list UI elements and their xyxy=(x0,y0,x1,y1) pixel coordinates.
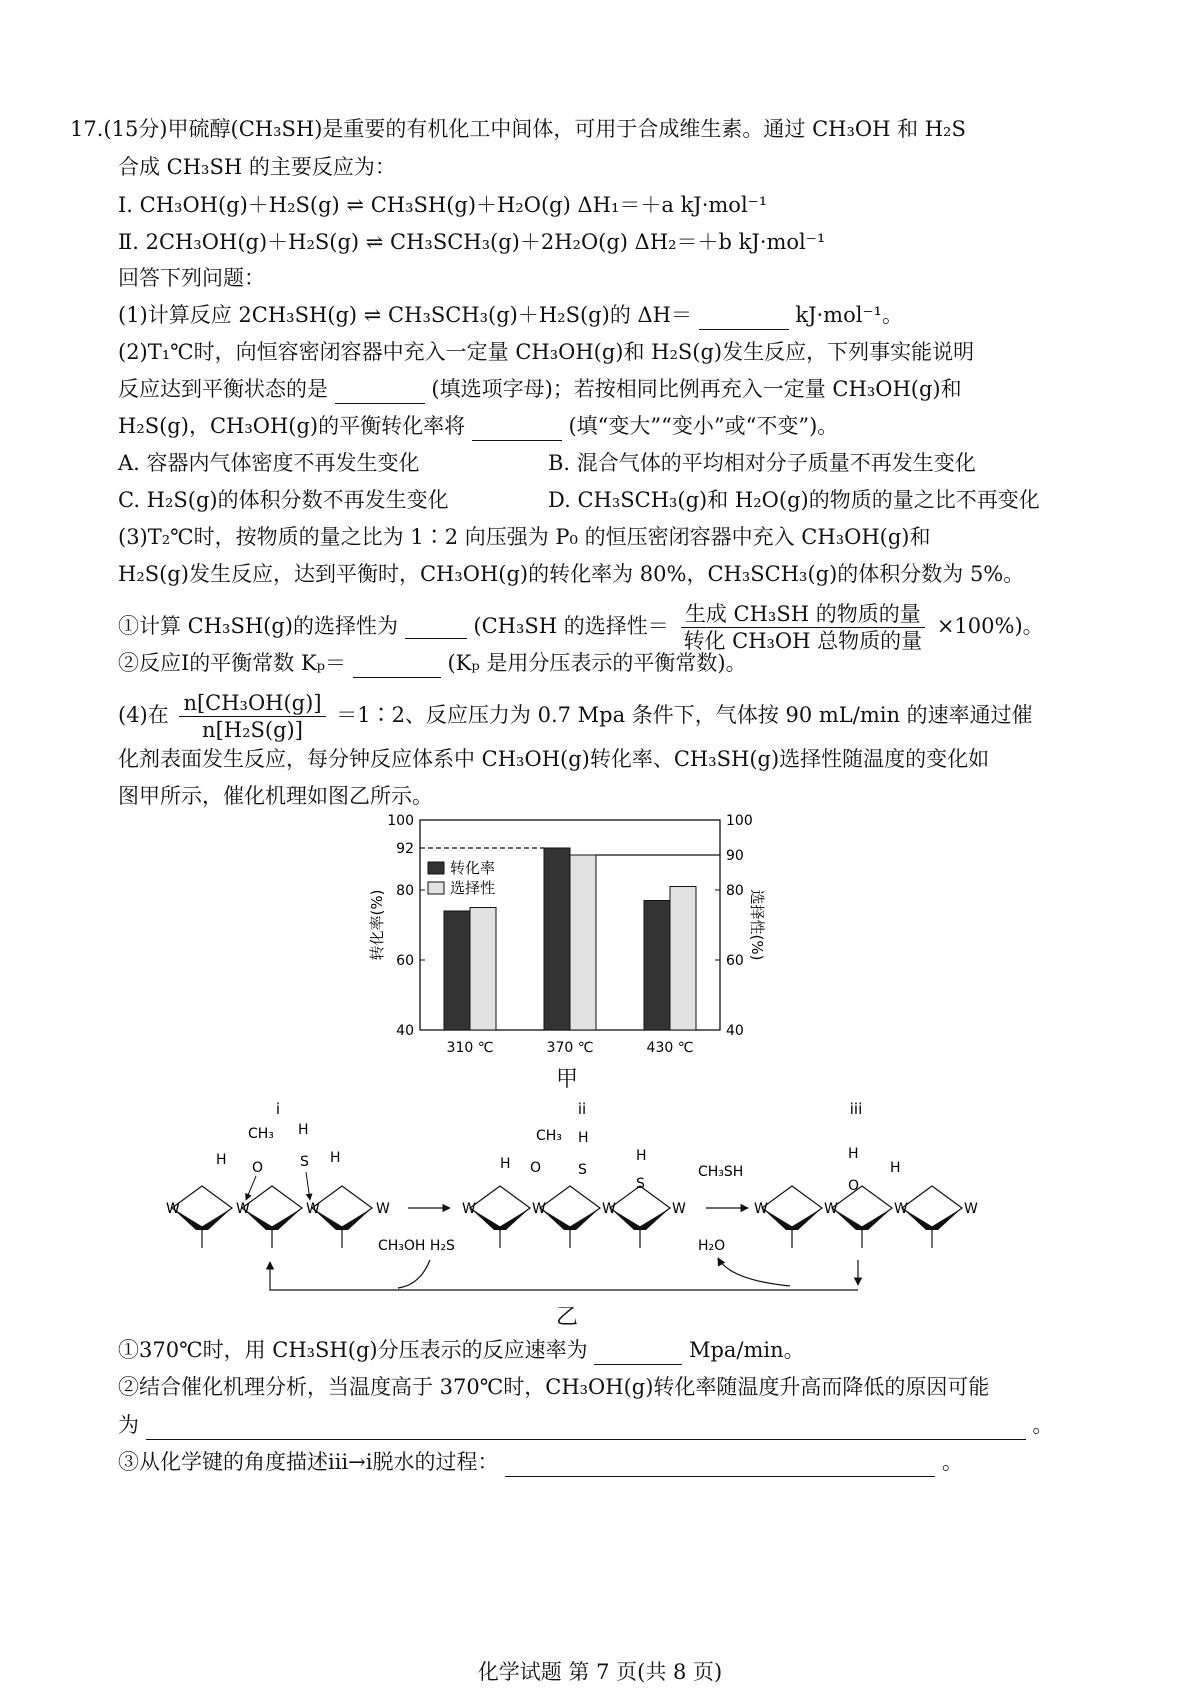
w-atom: W xyxy=(532,1201,546,1217)
q1-unit: kJ·mol⁻¹。 xyxy=(795,303,903,327)
q2-answer-blank-2[interactable] xyxy=(472,418,562,441)
q2-text-c: H₂S(g)，CH₃OH(g)的平衡转化率将 xyxy=(118,414,466,438)
o-atom: O xyxy=(848,1178,860,1194)
reactant-curve xyxy=(398,1260,430,1288)
h-atom: H xyxy=(500,1156,511,1172)
q4-sub-3 xyxy=(118,1447,963,1477)
q2-text-b: (填选项字母)；若按相同比例再充入一定量 CH₃OH(g)和 xyxy=(431,377,962,401)
q2-text-d: (填“变大”“变小”或“不变”)。 xyxy=(568,414,839,438)
x-tick-label: 310 ℃ xyxy=(446,1040,494,1056)
bar-conversion xyxy=(644,901,670,1031)
h-atom: H xyxy=(330,1150,341,1166)
q4-line-3: 图甲所示，催化机理如图乙所示。 xyxy=(118,784,433,808)
page-footer: 化学试题 第 7 页(共 8 页) xyxy=(477,1660,723,1684)
stage-iii-structure xyxy=(754,1146,978,1248)
legend-swatch-conversion xyxy=(428,862,444,874)
w-atom: W xyxy=(376,1201,390,1217)
q3-sub-1 xyxy=(118,596,1044,656)
y-tick-label: 80 xyxy=(396,883,414,899)
ch3-group: CH₃ xyxy=(248,1126,274,1142)
q3-1-def: (CH₃SH 的选择性＝ xyxy=(473,614,669,638)
w-atom: W xyxy=(166,1201,180,1217)
h-atom: H xyxy=(890,1160,901,1176)
y2-axis-ticks xyxy=(715,813,753,1039)
q4-line-1 xyxy=(118,685,1033,745)
w-atom: W xyxy=(672,1201,686,1217)
w-atom: W xyxy=(462,1201,476,1217)
stage-ii-structure xyxy=(462,1128,686,1248)
q3-1-text: ①计算 CH₃SH(g)的选择性为 xyxy=(118,614,399,638)
h-atom: H xyxy=(636,1148,647,1164)
q3-2-answer-blank[interactable] xyxy=(353,655,441,678)
y-tick-label: 100 xyxy=(387,813,414,829)
ratio-denominator: n[H₂S(g)] xyxy=(202,718,303,742)
mechanism-caption: 乙 xyxy=(556,1305,579,1330)
bar-selectivity xyxy=(470,908,496,1031)
bond-arrow xyxy=(306,1172,310,1200)
y2-axis-label: 选择性(%) xyxy=(748,889,766,961)
x-tick-label: 430 ℃ xyxy=(646,1040,694,1056)
stage-label-i: i xyxy=(275,1100,281,1118)
w-atom: W xyxy=(964,1201,978,1217)
q4-sub-2-line-1: ②结合催化机理分析，当温度高于 370℃时，CH₃OH(g)转化率随温度升高而降低的原因可能 xyxy=(118,1375,990,1399)
bar-conversion xyxy=(544,848,570,1030)
s-atom: S xyxy=(300,1154,309,1170)
option-a: A. 容器内气体密度不再发生变化 xyxy=(118,451,420,475)
q4-1-text: ①370℃时，用 CH₃SH(g)分压表示的反应速率为 xyxy=(118,1338,588,1362)
q3-sub-2 xyxy=(118,648,747,678)
q4-1-unit: Mpa/min。 xyxy=(688,1338,805,1362)
q1-answer-blank[interactable] xyxy=(699,307,789,330)
w-atom: W xyxy=(894,1201,908,1217)
w-atom: W xyxy=(754,1201,768,1217)
ratio-numerator: n[CH₃OH(g)] xyxy=(179,690,325,717)
reaction-2: Ⅱ. 2CH₃OH(g)＋H₂S(g) ⇌ CH₃SCH₃(g)＋2H₂O(g) ΔH₂＝＋b kJ·mol⁻¹ xyxy=(118,230,826,254)
q4-text-b: ＝1∶2、反应压力为 0.7 Mpa 条件下，气体按 90 mL/min 的速率通过催 xyxy=(336,703,1033,727)
q4-line-2: 化剂表面发生反应，每分钟反应体系中 CH₃OH(g)转化率、CH₃SH(g)选择性随温度的变化如 xyxy=(118,747,990,771)
water-product: H₂O xyxy=(698,1238,726,1254)
o-atom: O xyxy=(252,1160,264,1176)
ratio-fraction xyxy=(179,690,325,743)
y-tick-label: 92 xyxy=(396,841,414,857)
q4-3-answer-blank[interactable] xyxy=(505,1454,935,1477)
q4-2-end: 。 xyxy=(1032,1413,1054,1437)
q2-line-1: (2)T₁℃时，向恒容密闭容器中充入一定量 CH₃OH(g)和 H₂S(g)发生反应，下列事实能说明 xyxy=(118,340,975,364)
y2-tick-label: 80 xyxy=(726,883,744,899)
q4-sub-2-line-2 xyxy=(118,1410,1053,1440)
q4-3-text: ③从化学键的角度描述ⅲ→ⅰ脱水的过程： xyxy=(118,1450,499,1474)
o-atom: O xyxy=(530,1160,542,1176)
mechanism-diagram xyxy=(150,1090,1050,1320)
y-axis-ticks xyxy=(387,813,425,1039)
w-atom: W xyxy=(602,1201,616,1217)
h-atom: H xyxy=(216,1152,227,1168)
selectivity-denominator: 转化 CH₃OH 总物质的量 xyxy=(683,629,923,653)
y2-tick-label: 40 xyxy=(726,1023,744,1039)
y2-tick-label: 100 xyxy=(726,813,753,829)
w-atom: W xyxy=(824,1201,838,1217)
q3-1-end: ×100%)。 xyxy=(936,614,1044,638)
h-atom: H xyxy=(578,1130,589,1146)
x-axis-ticks xyxy=(447,1040,694,1056)
bar-selectivity xyxy=(570,855,596,1030)
legend-label-conversion: 转化率 xyxy=(450,859,496,877)
q2-answer-blank-1[interactable] xyxy=(335,381,425,404)
q4-1-answer-blank[interactable] xyxy=(594,1342,682,1365)
w-atom: W xyxy=(236,1201,250,1217)
h-atom: H xyxy=(848,1146,859,1162)
question-header-cont: 合成 CH₃SH 的主要反应为： xyxy=(118,155,396,179)
question-header: 17.(15分)甲硫醇(CH₃SH)是重要的有机化工中间体，可用于合成维生素。通过 CH₃OH 和 H₂S xyxy=(70,117,966,141)
stage-label-iii: iii xyxy=(849,1100,863,1118)
reactants-label: CH₃OH H₂S xyxy=(378,1238,455,1254)
prompt: 回答下列问题： xyxy=(118,266,265,290)
stage-label-ii: ii xyxy=(577,1100,587,1118)
legend xyxy=(428,859,495,897)
stage-i-structure xyxy=(166,1122,390,1248)
q4-2-answer-blank[interactable] xyxy=(146,1417,1026,1440)
ch3sh-product: CH₃SH xyxy=(698,1164,744,1180)
option-b: B. 混合气体的平均相对分子质量不再发生变化 xyxy=(548,451,976,475)
y-axis-label: 转化率(%) xyxy=(368,889,386,961)
q4-sub-1 xyxy=(118,1335,805,1365)
selectivity-fraction xyxy=(679,601,926,654)
y2-tick-label: 60 xyxy=(726,953,744,969)
reaction-1: Ⅰ. CH₃OH(g)＋H₂S(g) ⇌ CH₃SH(g)＋H₂O(g) ΔH₁＝＋a kJ·mol⁻¹ xyxy=(118,193,768,217)
q3-line-1: (3)T₂℃时，按物质的量之比为 1∶2 向压强为 P₀ 的恒压密闭容器中充入 CH₃OH(g)和 xyxy=(118,525,931,549)
ch3-group: CH₃ xyxy=(536,1128,562,1144)
q2-line-3 xyxy=(118,411,838,441)
options-row-1 xyxy=(118,448,976,478)
q2-line-2 xyxy=(118,374,962,404)
y2-tick-label: 90 xyxy=(726,848,744,864)
chart-caption: 甲 xyxy=(556,1067,579,1092)
q3-line-2: H₂S(g)发生反应，达到平衡时，CH₃OH(g)的转化率为 80%，CH₃SCH₃(g)的体积分数为 5%。 xyxy=(118,562,1025,586)
option-d: D. CH₃SCH₃(g)和 H₂O(g)的物质的量之比不再变化 xyxy=(548,488,1040,512)
water-curve xyxy=(718,1258,790,1286)
bond-arrow xyxy=(246,1176,256,1200)
bar-selectivity xyxy=(670,887,696,1031)
q4-text-a: (4)在 xyxy=(118,703,169,727)
option-c: C. H₂S(g)的体积分数不再发生变化 xyxy=(118,488,449,512)
bar-chart xyxy=(360,812,820,1072)
q2-text-a: 反应达到平衡状态的是 xyxy=(118,377,328,401)
options-row-2 xyxy=(118,485,1040,515)
s-atom: S xyxy=(636,1176,645,1192)
legend-label-selectivity: 选择性 xyxy=(450,879,496,897)
q3-2-text: ②反应Ⅰ的平衡常数 Kₚ＝ xyxy=(118,651,347,675)
q4-3-end: 。 xyxy=(941,1450,963,1474)
q4-2-text: 为 xyxy=(118,1413,139,1437)
y-tick-label: 40 xyxy=(396,1023,414,1039)
x-tick-label: 370 ℃ xyxy=(546,1040,594,1056)
y-tick-label: 60 xyxy=(396,953,414,969)
question-1 xyxy=(118,300,903,330)
selectivity-numerator: 生成 CH₃SH 的物质的量 xyxy=(681,601,925,628)
cycle-bottom-line xyxy=(270,1262,858,1290)
q1-text: (1)计算反应 2CH₃SH(g) ⇌ CH₃SCH₃(g)＋H₂S(g)的 ΔH＝ xyxy=(118,303,692,327)
h-atom: H xyxy=(298,1122,309,1138)
w-atom: W xyxy=(306,1201,320,1217)
s-atom: S xyxy=(578,1162,587,1178)
legend-swatch-selectivity xyxy=(428,882,444,894)
q3-2-end: (Kₚ 是用分压表示的平衡常数)。 xyxy=(447,651,747,675)
bar-conversion xyxy=(444,911,470,1030)
q3-1-answer-blank[interactable] xyxy=(405,616,467,639)
